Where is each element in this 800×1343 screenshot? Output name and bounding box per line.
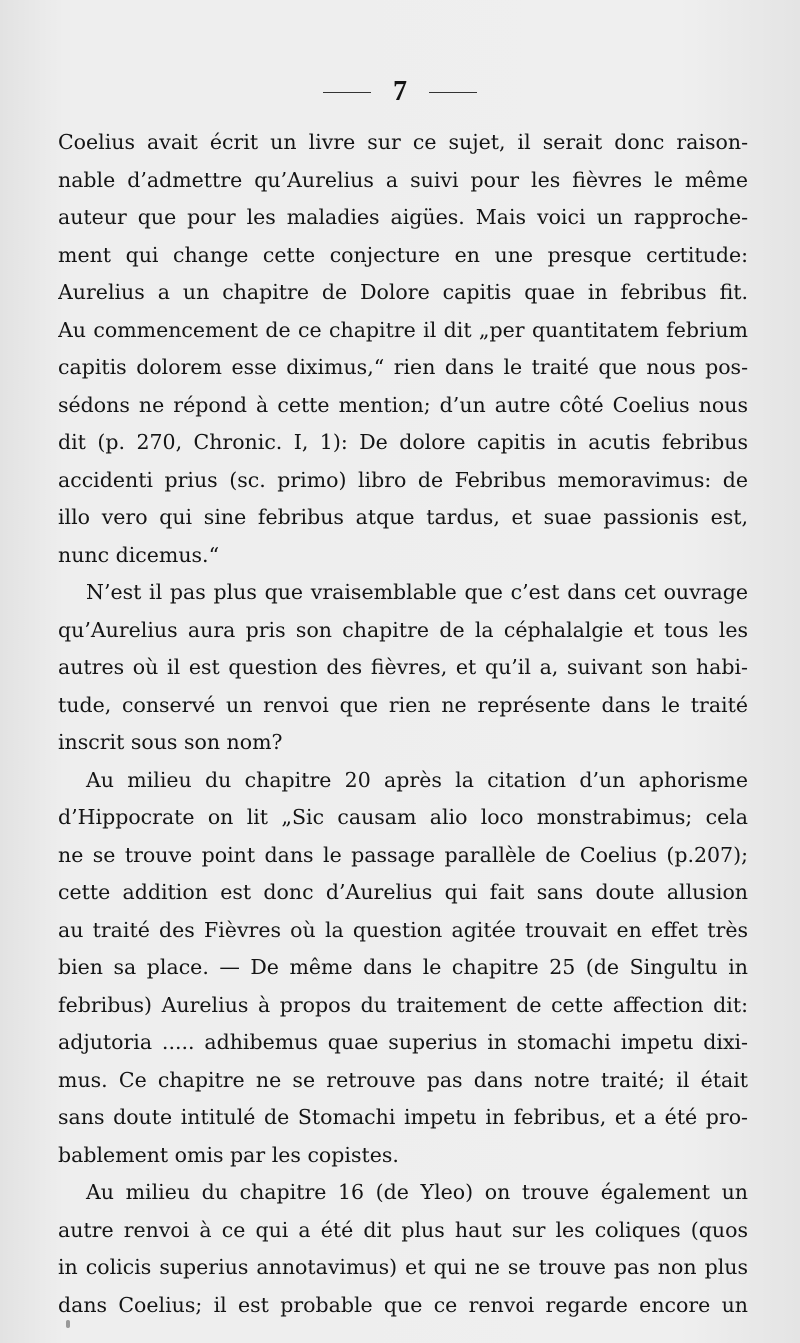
page-mark [66,1320,70,1328]
text-line: sans doute intitulé de Stomachi impetu in febribus, et a été pro- [58,1105,748,1129]
text-line: ment qui change cette conjecture en une presque certitude: [58,242,748,267]
header-rule-left [323,92,371,93]
text-line: accidenti prius (sc. primo) libro de Febribus memoravimus: de [58,467,748,492]
text-line: Coelius avait écrit un livre sur ce sujet, il serait donc raison- [58,130,748,154]
text-line: in colicis superius annotavimus) et qui ne se trouve pas non plus [58,1255,748,1279]
text-line: Au milieu du chapitre 16 (de Yleo) on trouve également un [86,1180,748,1204]
text-line: nunc dicemus.“ [58,542,220,567]
text-line: febribus) Aurelius à propos du traitement de cette affection dit: [58,992,748,1017]
text-line: ne se trouve point dans le passage parallèle de Coelius (p.207); [58,842,748,867]
text-line: au traité des Fièvres où la question agitée trouvait en effet très [58,917,748,942]
header-rule-right [429,92,477,93]
page-header [0,74,800,110]
text-line: auteur que pour les maladies aigües. Mais voici un rapproche- [58,205,748,229]
text-line: mus. Ce chapitre ne se retrouve pas dans notre traité; il était [58,1067,748,1092]
text-line: d’Hippocrate on lit „Sic causam alio loco monstrabimus; cela [58,805,748,829]
text-line: cette addition est donc d’Aurelius qui fait sans doute allusion [58,880,748,904]
text-line: dans Coelius; il est probable que ce renvoi regarde encore un [58,1292,748,1317]
text-line: capitis dolorem esse diximus,“ rien dans le traité que nous pos- [58,355,748,379]
page-number: 7 [393,76,407,107]
text-line: Au commencement de ce chapitre il dit „per quantitatem febrium [58,317,748,342]
text-line: dit (p. 270, Chronic. I, 1): De dolore capitis in acutis febribus [58,430,748,454]
text-line: bien sa place. — De même dans le chapitre 25 (de Singultu in [58,955,748,979]
text-line: autres où il est question des fièvres, et qu’il a, suivant son habi- [58,655,748,679]
text-line: nable d’admettre qu’Aurelius a suivi pour les fièvres le même [58,167,748,192]
text-line: tude, conservé un renvoi que rien ne représente dans le traité [58,692,748,717]
page-body-text [58,124,748,1324]
text-line: N’est il pas plus que vraisemblable que c’est dans cet ouvrage [86,580,748,604]
text-line: adjutoria ..... adhibemus quae superius in stomachi impetu dixi- [58,1030,748,1054]
text-line: Aurelius a un chapitre de Dolore capitis quae in febribus fit. [58,280,748,304]
text-line: Au milieu du chapitre 20 après la citation d’un aphorisme [86,767,748,792]
text-line: sédons ne répond à cette mention; d’un autre côté Coelius nous [58,392,748,417]
text-line: bablement omis par les copistes. [58,1142,399,1167]
text-line: autre renvoi à ce qui a été dit plus haut sur les coliques (quos [58,1217,748,1242]
text-line: illo vero qui sine febribus atque tardus, et suae passionis est, [58,505,748,529]
text-line: qu’Aurelius aura pris son chapitre de la céphalalgie et tous les [58,617,748,642]
text-line: inscrit sous son nom? [58,730,283,754]
